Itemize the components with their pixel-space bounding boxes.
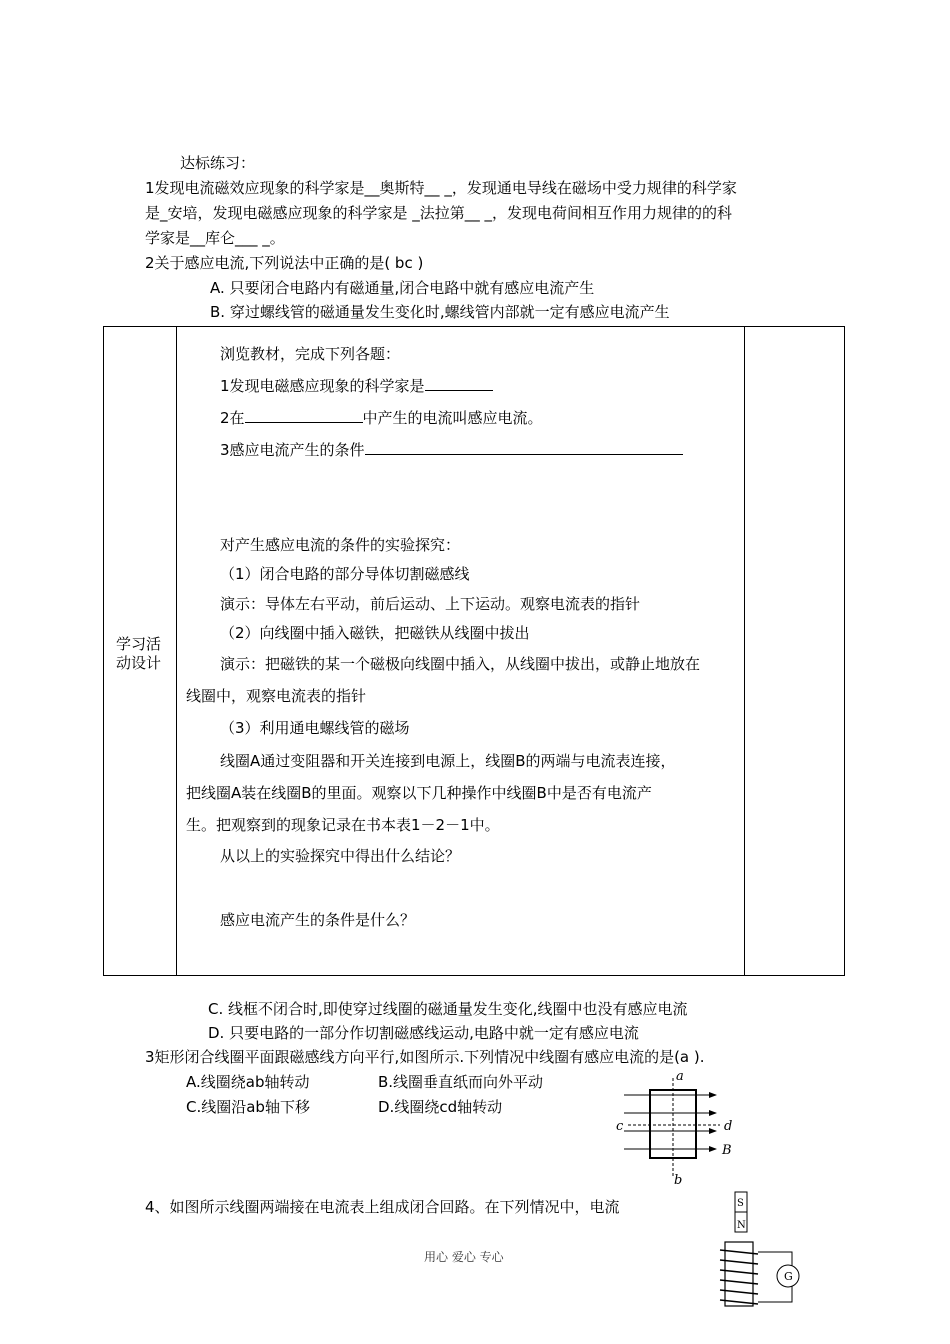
demo-3-line1: 线圈A通过变阻器和开关连接到电源上，线圈B的两端与电流表连接， (220, 752, 676, 770)
table-divider-left (176, 327, 177, 975)
q1-line1: 1发现电流磁效应现象的科学家是__奥斯特__ _，发现通电导线在磁场中受力规律的科学家 (145, 179, 737, 197)
demo-2-line1: 演示：把磁铁的某一个磁极向线圈中插入，从线圈中拔出，或静止地放在 (220, 655, 701, 673)
magnet-south-label: S (737, 1198, 744, 1209)
q1-line3: 学家是__库仑___ _。 (145, 229, 285, 247)
q3-option-d: D.线圈绕cd轴转动 (378, 1098, 503, 1116)
label-c: c (616, 1119, 624, 1134)
section-heading: 达标练习： (180, 154, 256, 172)
q1-line2: 是_安培，发现电磁感应现象的科学家是 _法拉第__ _，发现电荷间相互作用力规律的的科 (145, 204, 733, 222)
coil-field-diagram (612, 1066, 748, 1186)
task-2-blank (245, 422, 363, 423)
task-3-blank (365, 454, 683, 455)
galvanometer-label: G (784, 1270, 793, 1283)
magnet-coil-diagram (710, 1190, 810, 1310)
task-1-blank (425, 390, 493, 391)
activity-table (103, 326, 845, 976)
task-2 (220, 411, 543, 426)
task-1 (220, 379, 493, 394)
task-2-text-b: 中产生的电流叫感应电流。 (362, 409, 543, 427)
experiment-2: （2）向线圈中插入磁铁，把磁铁从线圈中拔出 (220, 624, 530, 642)
wire-top (758, 1252, 792, 1266)
demo-3-line3: 生。把观察到的现象记录在书本表1－2－1中。 (186, 816, 500, 834)
conclusion-question: 从以上的实验探究中得出什么结论？ (220, 847, 461, 865)
experiment-intro: 对产生感应电流的条件的实验探究： (220, 536, 461, 554)
demo-1: 演示：导体左右平动，前后运动、上下运动。观察电流表的指针 (220, 595, 641, 613)
task-intro: 浏览教材，完成下列各题： (220, 345, 401, 363)
task-1-text: 1发现电磁感应现象的科学家是 (220, 377, 425, 395)
task-3-text: 3感应电流产生的条件 (220, 441, 365, 459)
experiment-1: （1）闭合电路的部分导体切割磁感线 (220, 565, 470, 583)
q3-option-b: B.线圈垂直纸而向外平动 (378, 1073, 544, 1091)
label-b: b (674, 1173, 683, 1186)
demo-2-line2: 线圈中，观察电流表的指针 (186, 687, 367, 705)
task-3 (220, 443, 683, 458)
q3-option-c: C.线圈沿ab轴下移 (186, 1098, 310, 1116)
q4-stem: 4、如图所示线圈两端接在电流表上组成闭合回路。在下列情况中，电流 (145, 1198, 620, 1216)
label-field-B: B (722, 1143, 732, 1158)
solenoid (720, 1242, 758, 1306)
q3-option-a: A.线圈绕ab轴转动 (186, 1073, 310, 1091)
side-label-line2: 动设计 (116, 654, 162, 672)
wire-bottom (758, 1286, 792, 1302)
q3-stem: 3矩形闭合线圈平面跟磁感线方向平行,如图所示.下列情况中线圈有感应电流的是(a ). (145, 1048, 705, 1066)
q2-stem: 2关于感应电流,下列说法中正确的是( bc ) (145, 254, 424, 272)
task-2-text-a: 2在 (220, 409, 245, 427)
side-label-line1: 学习活 (116, 635, 162, 653)
page-footer: 用心 爱心 专心 (424, 1250, 504, 1264)
condition-question: 感应电流产生的条件是什么？ (220, 911, 416, 929)
experiment-3: （3）利用通电螺线管的磁场 (220, 719, 410, 737)
label-a: a (676, 1069, 684, 1084)
q2-option-b: B. 穿过螺线管的磁通量发生变化时,螺线管内部就一定有感应电流产生 (210, 303, 670, 321)
q2-option-a: A. 只要闭合电路内有磁通量,闭合电路中就有感应电流产生 (210, 279, 595, 297)
q2-option-c: C. 线框不闭合时,即使穿过线圈的磁通量发生变化,线圈中也没有感应电流 (208, 1000, 688, 1018)
table-divider-right (744, 327, 745, 975)
magnet-north-label: N (737, 1220, 746, 1231)
label-d: d (724, 1119, 733, 1134)
q2-option-d: D. 只要电路的一部分作切割磁感线运动,电路中就一定有感应电流 (208, 1024, 639, 1042)
demo-3-line2: 把线圈A装在线圈B的里面。观察以下几种操作中线圈B中是否有电流产 (186, 784, 652, 802)
